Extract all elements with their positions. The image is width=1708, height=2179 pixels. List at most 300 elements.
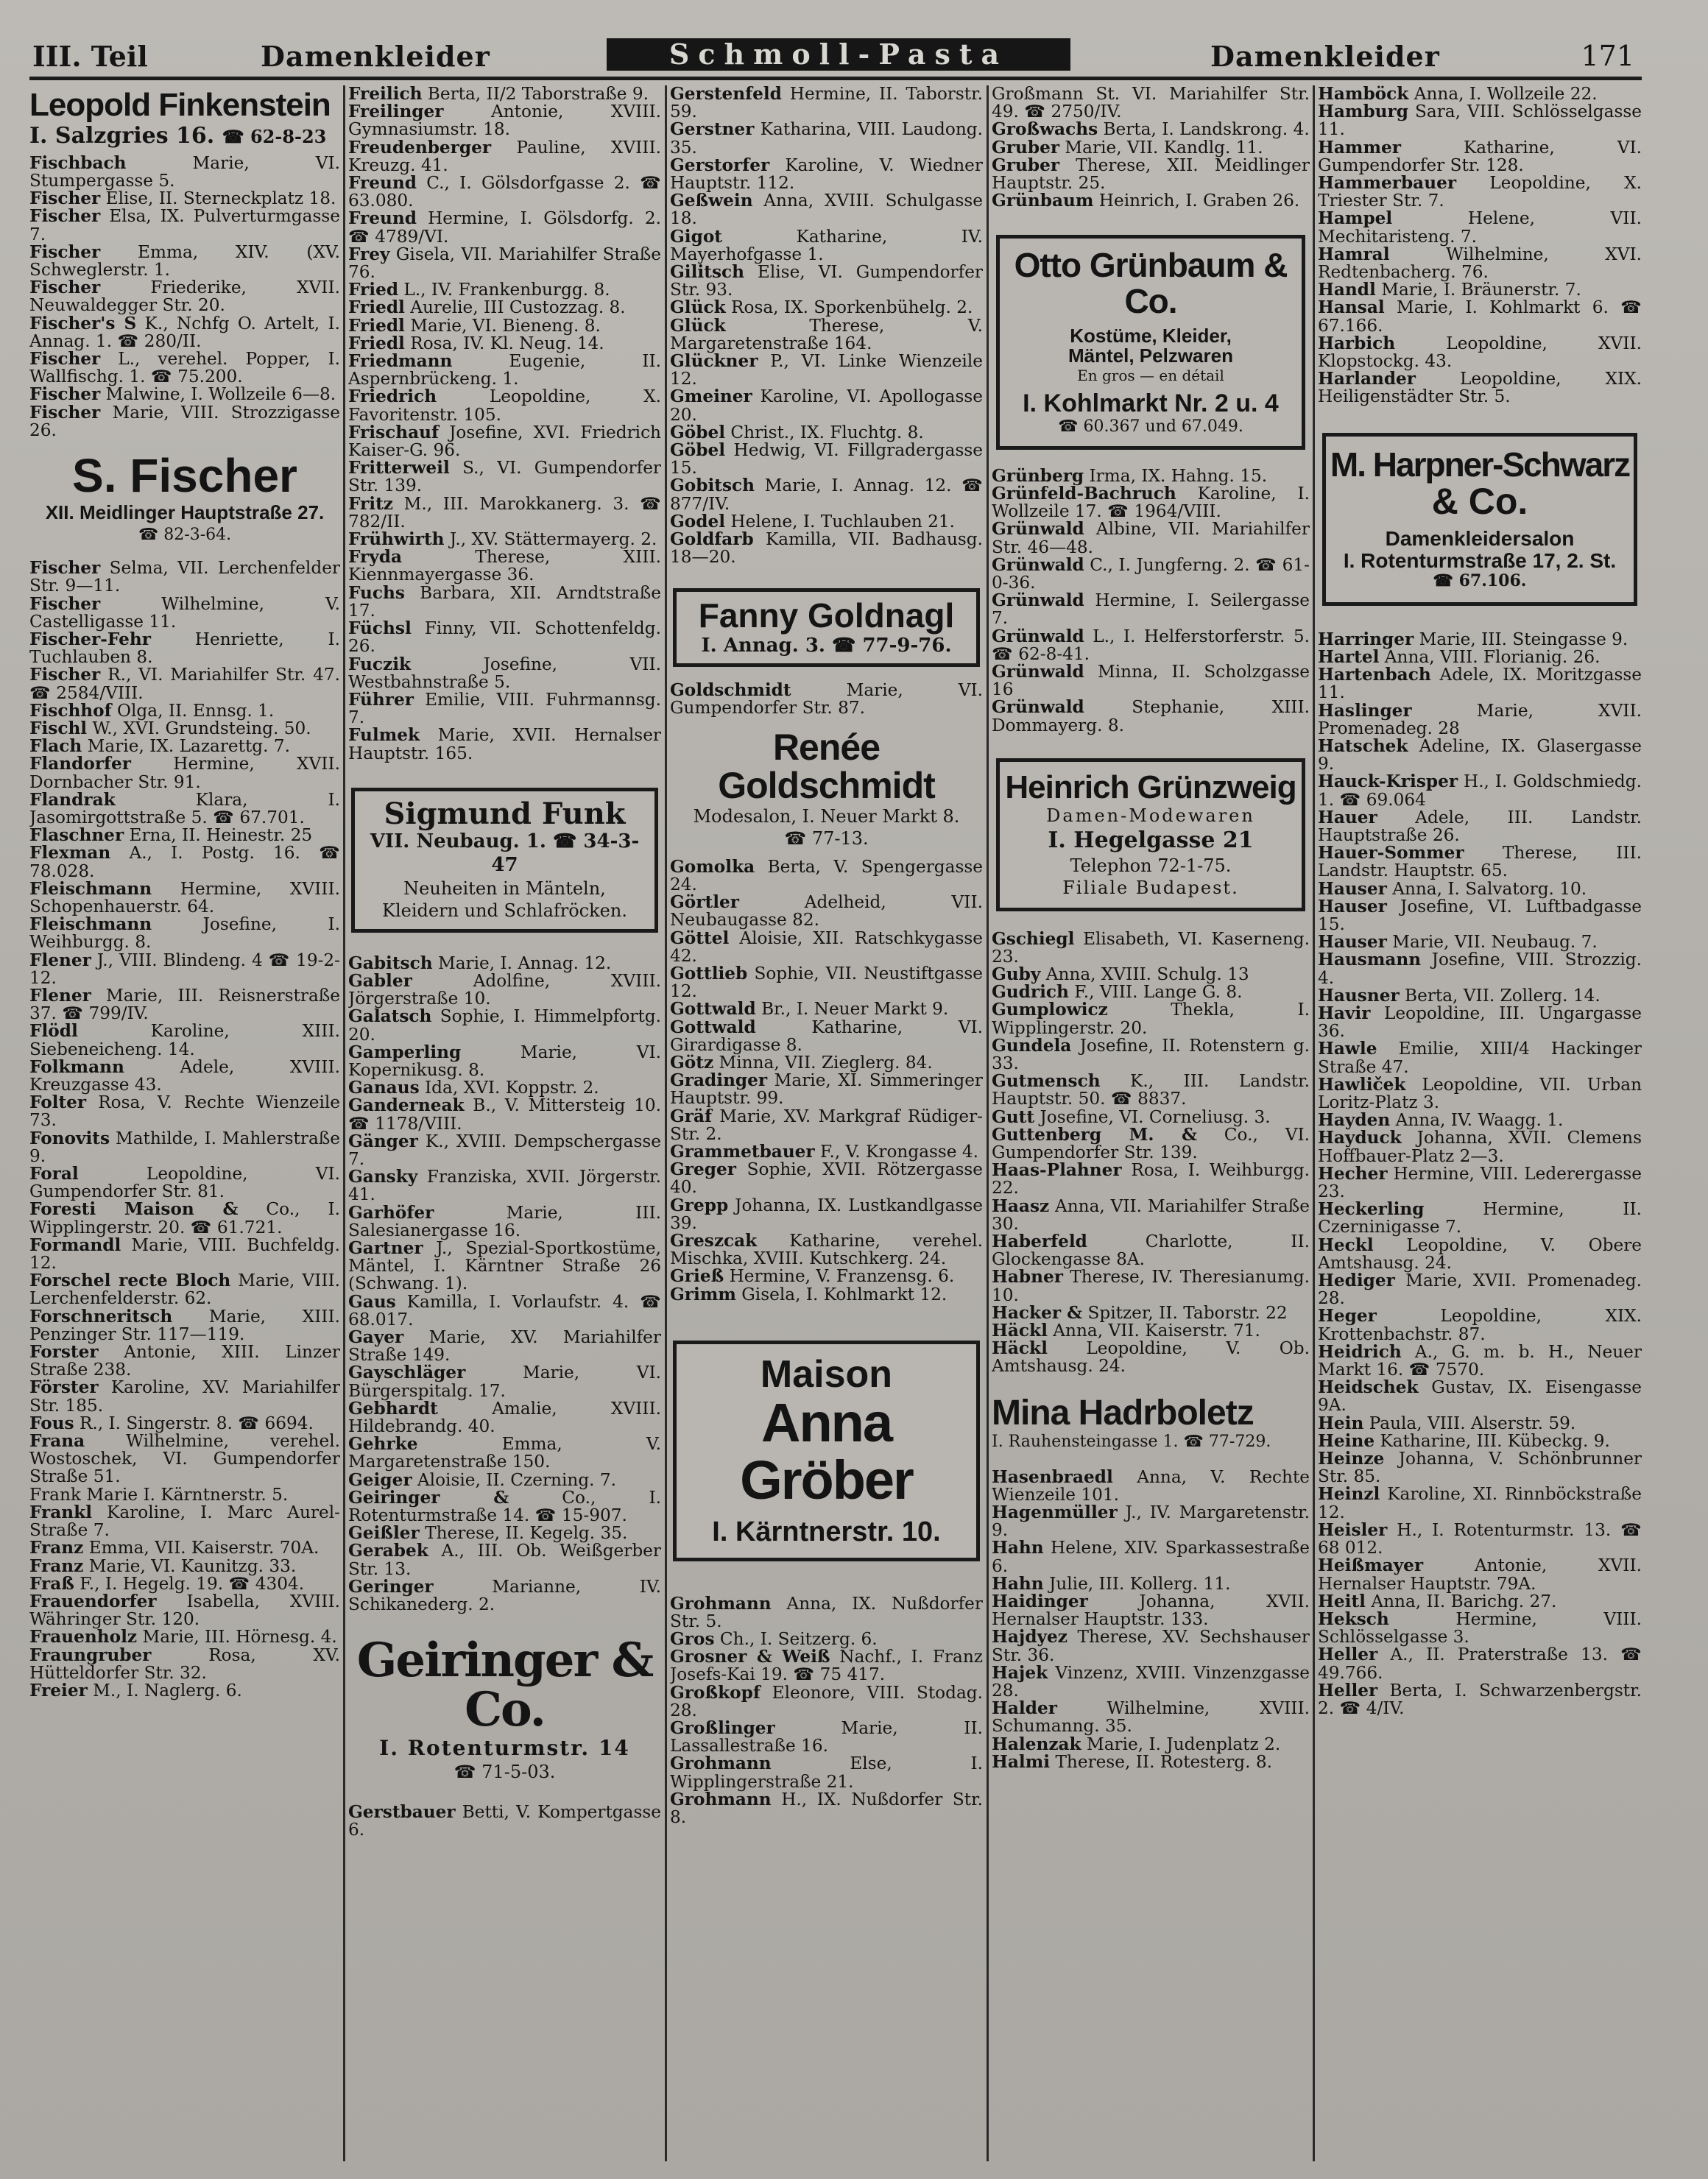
entry-address: Wilhelmine, verehel. Wostoschek, VI. Gumpendorfer Straße 51. [29,1431,340,1487]
directory-entry [29,1504,340,1539]
entry-address: Karoline, XI. Rinnböckstraße 12. [1318,1484,1642,1522]
entry-list [670,85,983,566]
directory-entry [348,353,661,388]
entry-address: Nachf., I. Franz Josefs-Kai 19. ☎ 75 417. [670,1647,983,1685]
entry-address: F., VIII. Lange G. 8. [1068,982,1243,1003]
entry-name: Hammerbauer [1318,173,1457,194]
directory-entry [992,467,1310,485]
entry-address: Emilie, XIII/4 Hackinger Straße 47. [1318,1039,1642,1077]
directory-entry [348,103,661,138]
entry-address: J., IV. Margaretenstr. 9. [992,1502,1310,1541]
directory-entry [29,1433,340,1486]
directory-entry [29,791,340,827]
entry-name: Hediger [1318,1271,1395,1291]
entry-address: Hedwig, VI. Fillgradergasse 15. [670,440,983,478]
directory-entry [670,1108,983,1143]
directory-entry [1318,335,1642,370]
entry-name: Freund [348,208,417,229]
directory-entry [992,983,1310,1001]
entry-address: Elsa, IX. Pulverturmgasse 7. [29,206,340,244]
entry-address: Finny, VII. Schottenfeldg. 26. [348,618,661,657]
directory-entry [29,1343,340,1379]
entry-name: Grieß [670,1266,724,1287]
directory-entry [29,190,340,208]
entry-name: Großkopf [670,1682,761,1703]
ad-address: VII. Neubaug. 1. ☎ 34-3-47 [370,830,640,877]
directory-entry [1318,1608,1642,1648]
directory-entry [992,1162,1310,1197]
ad-title: & Co. [1431,480,1528,522]
entry-name: Geißler [348,1523,420,1544]
entry-address: J., VIII. Blindeng. 4 ☎ 19-2-12. [29,950,340,988]
directory-entry [29,386,340,403]
directory-entry [29,755,340,791]
entry-list [348,85,661,763]
entry-name: Geiger [348,1469,412,1490]
directory-entry [670,1268,983,1285]
entry-name: Franz [29,1538,84,1558]
directory-entry [992,192,1310,210]
directory-entry [348,1133,661,1168]
entry-name: Göbel [670,440,726,461]
entry-name: Grohmann [670,1789,772,1809]
entry-name: Geiringer & [348,1487,509,1508]
entry-name: Hajdyez [992,1627,1068,1648]
entry-name: Freund [348,173,417,194]
directory-entry [670,442,983,477]
entry-name: Fritterweil [348,458,450,478]
entry-name: Hammer [1318,137,1401,158]
entry-address: Therese, XV. Sechshauser Str. 36. [992,1627,1310,1665]
entry-name: Grünwald [992,554,1084,575]
directory-entry [1318,299,1642,334]
directory-entry [1318,951,1642,986]
directory-entry [348,281,661,299]
entry-name: Gänger [348,1131,418,1151]
entry-name: Hartenbach [1318,665,1431,685]
entry-list [670,682,983,717]
entry-name: Fischer [29,384,101,405]
directory-entry [348,85,661,103]
entry-address: Marie, XIII. Penzinger Str. 117—119. [29,1306,340,1344]
directory-entry [348,620,661,655]
entry-name: Gartner [348,1237,423,1258]
entry-name: Hagenmüller [992,1502,1118,1522]
entry-name: Fritz [348,493,393,514]
directory-entry [1318,1486,1642,1521]
entry-address: Anna, XVIII. Schulgasse 18. [670,191,983,229]
entry-address: Thekla, I. Wipplingerstr. 20. [992,1000,1310,1038]
entry-address: H., I. Goldschmiedg. 1. ☎ 69.064 [1318,771,1642,810]
entry-address: Rosa, IV. Kl. Neug. 14. [404,333,604,353]
entry-address: Therese, II. Kegelg. 35. [419,1523,628,1544]
entry-address: Antonie, XIII. Linzer Straße 238. [29,1342,340,1380]
entry-address: Leopoldine, X. Triester Str. 7. [1318,173,1642,211]
entry-address: Adeline, IX. Glasergasse 9. [1318,735,1642,774]
entry-address: Anna, I. Wollzeile 22. [1408,85,1598,104]
ad-address: Modesalon, I. Neuer Markt 8. [693,805,960,827]
directory-entry [992,1001,1310,1036]
directory-entry [348,972,661,1008]
directory-entry [670,1755,983,1790]
entry-name: Guby [992,964,1041,984]
entry-address: Elisabeth, VI. Kasernеng. 23. [992,928,1310,967]
directory-entry [1318,1112,1642,1129]
entry-address: Selma, VII. Lerchenfelder Str. 9—11. [29,558,340,596]
entry-address: Therese, XII. Meidlinger Hauptstr. 25. [992,155,1310,194]
entry-address: Sophie, I. Himmelpfortg. 20. [348,1006,661,1045]
entry-address: Karoline, V. Wiedner Hauptstr. 112. [670,155,983,194]
entry-address: Gisela, I. Kohlmarkt 12. [735,1284,947,1304]
entry-name: Guttenberg M. & [992,1124,1197,1145]
entry-name: Goldschmidt [670,680,791,701]
directory-entry [992,157,1310,192]
entry-address: Sara, VIII. Schlösselgasse 11. [1318,102,1642,140]
entry-name: Heitl [1318,1591,1366,1611]
directory-entry [1318,702,1642,738]
directory-entry [1318,844,1642,880]
entry-address: Helene, XIV. Sparkassestraße 6. [992,1538,1310,1576]
entry-address: Betti, V. Kompertgasse 6. [348,1801,661,1840]
entry-name: Harbich [1318,333,1396,353]
entry-name: Hasenbraedl [992,1466,1113,1487]
entry-name: Hamral [1318,244,1390,264]
entry-name: Hajek [992,1662,1048,1683]
entry-address: Minna, VII. Zieglerg. 84. [713,1052,933,1073]
ad-title: Otto Grünbaum & Co. [1014,246,1288,320]
entry-name: Freilinger [348,102,444,122]
entry-name: Foral [29,1164,79,1184]
entry-name: Heksch [1318,1608,1389,1629]
entry-name: Grünwald [992,626,1084,646]
ad-harpner-schwarz [1322,433,1637,606]
ad-text: En gros — en détail [1077,366,1224,384]
entry-name: Grünwald [992,519,1084,540]
entry-address: R., VI. Mariahilfer Str. 47. ☎ 2584/VIII. [29,665,340,703]
entry-name: Fischer [29,278,101,298]
directory-entry [670,1054,983,1072]
directory-entry [670,1072,983,1107]
directory-entry [1318,880,1642,898]
column-divider [987,85,989,2161]
entry-address: Hermine, XVII. Dornbacher Str. 91. [29,754,340,792]
entry-name: Förster [29,1377,99,1398]
column-4 [992,85,1310,2161]
entry-address: R., I. Singerstr. 8. ☎ 6694. [74,1413,314,1433]
directory-entry [1318,1450,1642,1486]
entry-list [1318,85,1642,406]
entry-name: Hawle [1318,1039,1377,1059]
directory-entry [1318,1519,1642,1558]
entry-address: Olga, II. Ennsg. 1. [111,700,275,721]
directory-entry [29,279,340,314]
entry-address: Josefine, VIII. Strozzig. 4. [1318,950,1642,988]
entry-name: Gmeiner [670,386,752,407]
entry-address: A., II. Praterstraße 13. ☎ 49.766. [1318,1645,1642,1683]
directory-entry [670,894,983,929]
entry-address: Marianne, IV. Schikanederg. 2. [348,1576,661,1615]
entry-address: Adele, XVIII. Kreuzgasse 43. [29,1056,340,1095]
ad-address: I. Rotenturmstraße 17, 2. St. [1343,548,1617,572]
directory-entry [992,1628,1310,1664]
entry-address: Berta, II/2 Taborstraße 9. [422,85,649,104]
directory-entry [992,485,1310,520]
column-3 [670,85,983,2161]
entry-address: Anna, XVIII. Schulg. 13 [1040,964,1249,984]
entry-address: Marie, III. Hörnesg. 4. [137,1627,337,1648]
entry-address: Sophie, VII. Neustiftgasse 12. [670,963,983,1002]
ad-otto-gruenbaum [996,235,1305,449]
directory-entry [348,1525,661,1542]
entry-name: Glück [670,315,726,336]
entry-address: W., XVI. Grundsteing. 50. [87,718,311,738]
entry-address: Wilhelmine, XVIII. Schumanng. 35. [992,1698,1310,1737]
entry-address: Leopoldine, X. Favoritenstr. 105. [348,386,661,425]
directory-entry [348,299,661,317]
entry-name: Hauser [1318,896,1387,917]
entry-address: Ch., I. Seitzerg. 6. [714,1629,878,1650]
entry-address: Amalie, XVIII. Hildebrandg. 40. [348,1398,661,1436]
ad-renee-goldschmidt [670,728,983,850]
entry-name: Hausmann [1318,950,1422,970]
entry-name: Flexman [29,843,111,864]
entry-name: Halder [992,1698,1057,1719]
entry-name: Heidschek [1318,1377,1419,1398]
directory-entry [1318,666,1642,702]
directory-entry [1318,1129,1642,1165]
directory-entry [1318,1415,1642,1433]
entry-address: Stephanie, XIII. Dommayerg. 8. [992,697,1310,735]
entry-name: Heinze [1318,1449,1385,1469]
ad-text: Mäntel, Pelzwaren [1068,345,1233,367]
entry-address: Karoline, I. Marc Aurel-Straße 7. [29,1502,340,1541]
column-1 [29,85,340,2161]
entry-address: Karoline, XV. Mariahilfer Str. 185. [29,1377,340,1416]
entry-name: Heller [1318,1645,1378,1665]
ad-mina-hadrboletz [992,1395,1310,1452]
directory-entry [1318,933,1642,951]
ad-address: I. Salzgries 16. [29,123,215,149]
ad-phone: ☎ 71-5-03. [454,1761,556,1782]
entry-name: Fischer [29,206,101,227]
entry-address: J., XV. Stättermayerg. 2. [444,529,657,550]
entry-list [992,467,1310,735]
directory-entry [29,844,340,880]
directory-entry [29,1628,340,1646]
directory-entry [348,1489,661,1525]
directory-entry [348,691,661,727]
directory-entry [670,477,983,512]
entry-name: Gamperling [348,1042,462,1062]
entry-address: Marie, XVII. Hernalser Hauptstr. 165. [348,725,661,763]
entry-address: Rosa, V. Rechte Wienzeile 73. [29,1092,340,1131]
entry-name: Habner [992,1267,1063,1288]
entry-address: Johanna, XVII. Hernalser Hauptstr. 133. [992,1591,1310,1630]
entry-name: Gutmensch [992,1071,1101,1092]
entry-address: Katharina, VIII. Laudong. 35. [670,119,983,158]
entry-name: Fischhof [29,700,112,721]
directory-entry [348,1237,661,1294]
entry-address: Co., VI. Gumpendorfer Str. 139. [992,1124,1310,1162]
directory-entry [670,1631,983,1648]
directory-entry [29,241,340,280]
directory-entry [29,1539,340,1557]
entry-name: Grünwald [992,662,1084,682]
entry-address: Wilhelmine, V. Castelligasse 11. [29,593,340,632]
directory-entry [348,1801,661,1840]
entry-name: Fischer [29,188,101,209]
directory-entry [1318,1557,1642,1592]
entry-name: Gros [670,1629,715,1650]
entry-address: Therese, XIII. Kiennmayergasse 36. [348,547,661,585]
entry-name: Gayschläger [348,1363,466,1383]
entry-address: Leopoldine, VI. Gumpendorfer Str. 81. [29,1164,340,1202]
entry-name: Gayer [348,1327,404,1347]
directory-entry [1318,174,1642,210]
directory-entry [670,85,983,121]
ad-title: Geiringer & Co. [356,1633,653,1738]
entry-address: Marie, III. Salesianergasse 16. [348,1202,661,1240]
directory-entry [29,1201,340,1236]
entry-address: Leopoldine, III. Ungargasse 36. [1318,1003,1642,1042]
entry-name: Forschneritsch [29,1306,173,1327]
entry-list [992,1466,1310,1772]
ad-text: Damen-Modewaren [1046,805,1255,827]
directory-entry [29,1647,340,1682]
entry-name: Göttel [670,928,730,948]
entry-address: Irma, IX. Hahng. 15. [1084,465,1268,486]
entry-name: Freilich [348,85,423,104]
entry-name: Fuchs [348,582,405,603]
entry-name: Flener [29,950,91,970]
entry-address: Katharine, verehel. Mischka, XVIII. Kutschkerg. 24. [670,1230,983,1269]
directory-entry [29,1555,340,1576]
directory-entry [1318,1201,1642,1236]
ad-address: XII. Meidlinger Hauptstraße 27. [45,501,325,524]
directory-entry [992,1106,1310,1127]
directory-entry [348,1400,661,1435]
entry-name: Götz [670,1052,714,1073]
entry-address: Anna, VII. Kaiserstr. 71. [1047,1321,1260,1341]
ad-address: I. Hegelgasse 21 [1048,827,1254,854]
entry-name: Fonovits [29,1128,110,1148]
directory-entry [348,424,661,459]
directory-entry [670,157,983,192]
directory-entry [670,388,983,423]
directory-entry [348,955,661,972]
directory-entry [29,720,340,738]
entry-address: Leopoldine, XIX. Heiligenstädter Str. 5. [1318,369,1642,407]
directory-entry [670,513,983,531]
entry-address: F., I. Hegelg. 19. ☎ 4304. [74,1573,305,1594]
entry-address: Adele, III. Landstr. Hauptstraße 26. [1318,807,1642,845]
entry-name: Gilitsch [670,262,744,283]
directory-entry [348,1364,661,1399]
entry-address: Aloisie, XII. Ratschkygasse 42. [670,928,983,966]
entry-name: Heine [1318,1430,1375,1451]
ad-address: I. Rauhensteingasse 1. ☎ 77-729. [992,1433,1271,1451]
entry-name: Grünbaum [992,191,1094,211]
entry-name: Godel [670,511,726,531]
entry-name: Handl [1318,280,1376,300]
entry-address: Therese, III. Landstr. Hauptstr. 65. [1318,843,1642,881]
entry-address: Gisela, VII. Mariahilfer Straße 76. [348,244,661,283]
entry-address: Marie, VII. Neubaug. 7. [1386,932,1598,953]
page-number: 171 [1581,40,1634,72]
ad-title: S. Fischer [72,448,297,502]
ad-heinrich-gruenzweig [996,758,1305,911]
entry-name: Goldfarb [670,529,754,550]
entry-name: Hauser [1318,932,1387,953]
entry-address: Marie, VII. Kandlg. 11. [1059,137,1263,158]
ad-phone: ☎ 67.106. [1433,571,1527,591]
ad-title: Fanny Goldnagl [698,596,955,635]
directory-entry [992,121,1310,138]
directory-entry [1318,809,1642,844]
ad-phone: ☎ 60.367 und 67.049. [1058,417,1243,437]
entry-address: Marie, VI. Bieneng. 8. [404,315,601,336]
entry-address: Sophie, XVII. Rötzergasse 40. [670,1159,983,1198]
entry-name: Heller [1318,1680,1378,1701]
directory-entry [992,1664,1310,1700]
directory-entry [670,1143,983,1161]
entry-address: Marie, I. Judenplatz 2. [1081,1734,1281,1754]
entry-address: Marie, XVII. Promenadeg. 28. [1318,1271,1642,1309]
entry-name: Fried [348,280,399,300]
directory-entry [1318,1165,1642,1201]
entry-name: Greszcak [670,1230,758,1251]
directory-entry [29,315,340,350]
ad-address: I. Rotenturmstr. 14 [379,1735,630,1760]
entry-address: H., IX. Nußdorfer Str. 8. [670,1789,983,1828]
entry-address: Christ., IX. Fluchtg. 8. [725,422,924,442]
entry-address: Karoline, VI. Apollogasse 20. [670,386,983,425]
entry-address: Co., I. Rotenturmstraße 14. ☎ 15-907. [348,1487,661,1526]
running-title-left: Damenkleider [261,40,490,73]
entry-address: M., III. Marokkanerg. 3. ☎ 782/II. [348,493,661,531]
directory-entry [670,965,983,1000]
entry-name: Frauendorfer [29,1591,157,1611]
directory-entry [1318,735,1642,774]
entry-address: Else, I. Wipplingerstraße 21. [670,1754,983,1792]
entry-name: Grünfeld-Bachruch [992,484,1176,504]
entry-name: Gerabek [348,1541,428,1561]
entry-address: Marie, III. Reisnerstraße 37. ☎ 799/IV. [29,986,340,1024]
entry-address: Josefine, XVI. Friedrich Kaiser-G. 96. [348,422,661,461]
directory-entry [670,228,983,264]
directory-entry [670,682,983,717]
entry-address: A., III. Ob. Weißgerber Str. 13. [348,1541,661,1579]
entry-list [992,930,1310,1376]
entry-list [992,85,1310,210]
entry-name: Haslinger [1318,700,1412,721]
directory-entry [29,1165,340,1201]
entry-address: Hermine, VIII. Schlösselgasse 3. [1318,1608,1642,1648]
entry-address: Anna, IX. Nußdorfer Str. 5. [670,1593,983,1631]
entry-name: Fraß [29,1573,74,1594]
entry-address: Leopoldine, VII. Urban Loritz-Platz 3. [1318,1074,1642,1113]
entry-address: J., Spezial-Sportkostüme, Mäntel, I. Kärntner Straße 26 (Schwang. 1). [348,1237,661,1294]
directory-entry [992,1736,1310,1754]
entry-address: Emma, V. Margaretenstraße 150. [348,1434,661,1472]
entry-name: Hauer [1318,807,1377,827]
directory-entry [29,952,340,987]
entry-address: Marie, VIII. Strozzigasse 26. [29,402,340,440]
entry-name: Heckerling [1318,1199,1425,1220]
directory-entry [992,1593,1310,1628]
entry-address: Josefine, II. Rotenstern g. 33. [992,1035,1310,1073]
entry-address: Karoline, XIII. Siebeneicheng. 14. [29,1021,340,1059]
